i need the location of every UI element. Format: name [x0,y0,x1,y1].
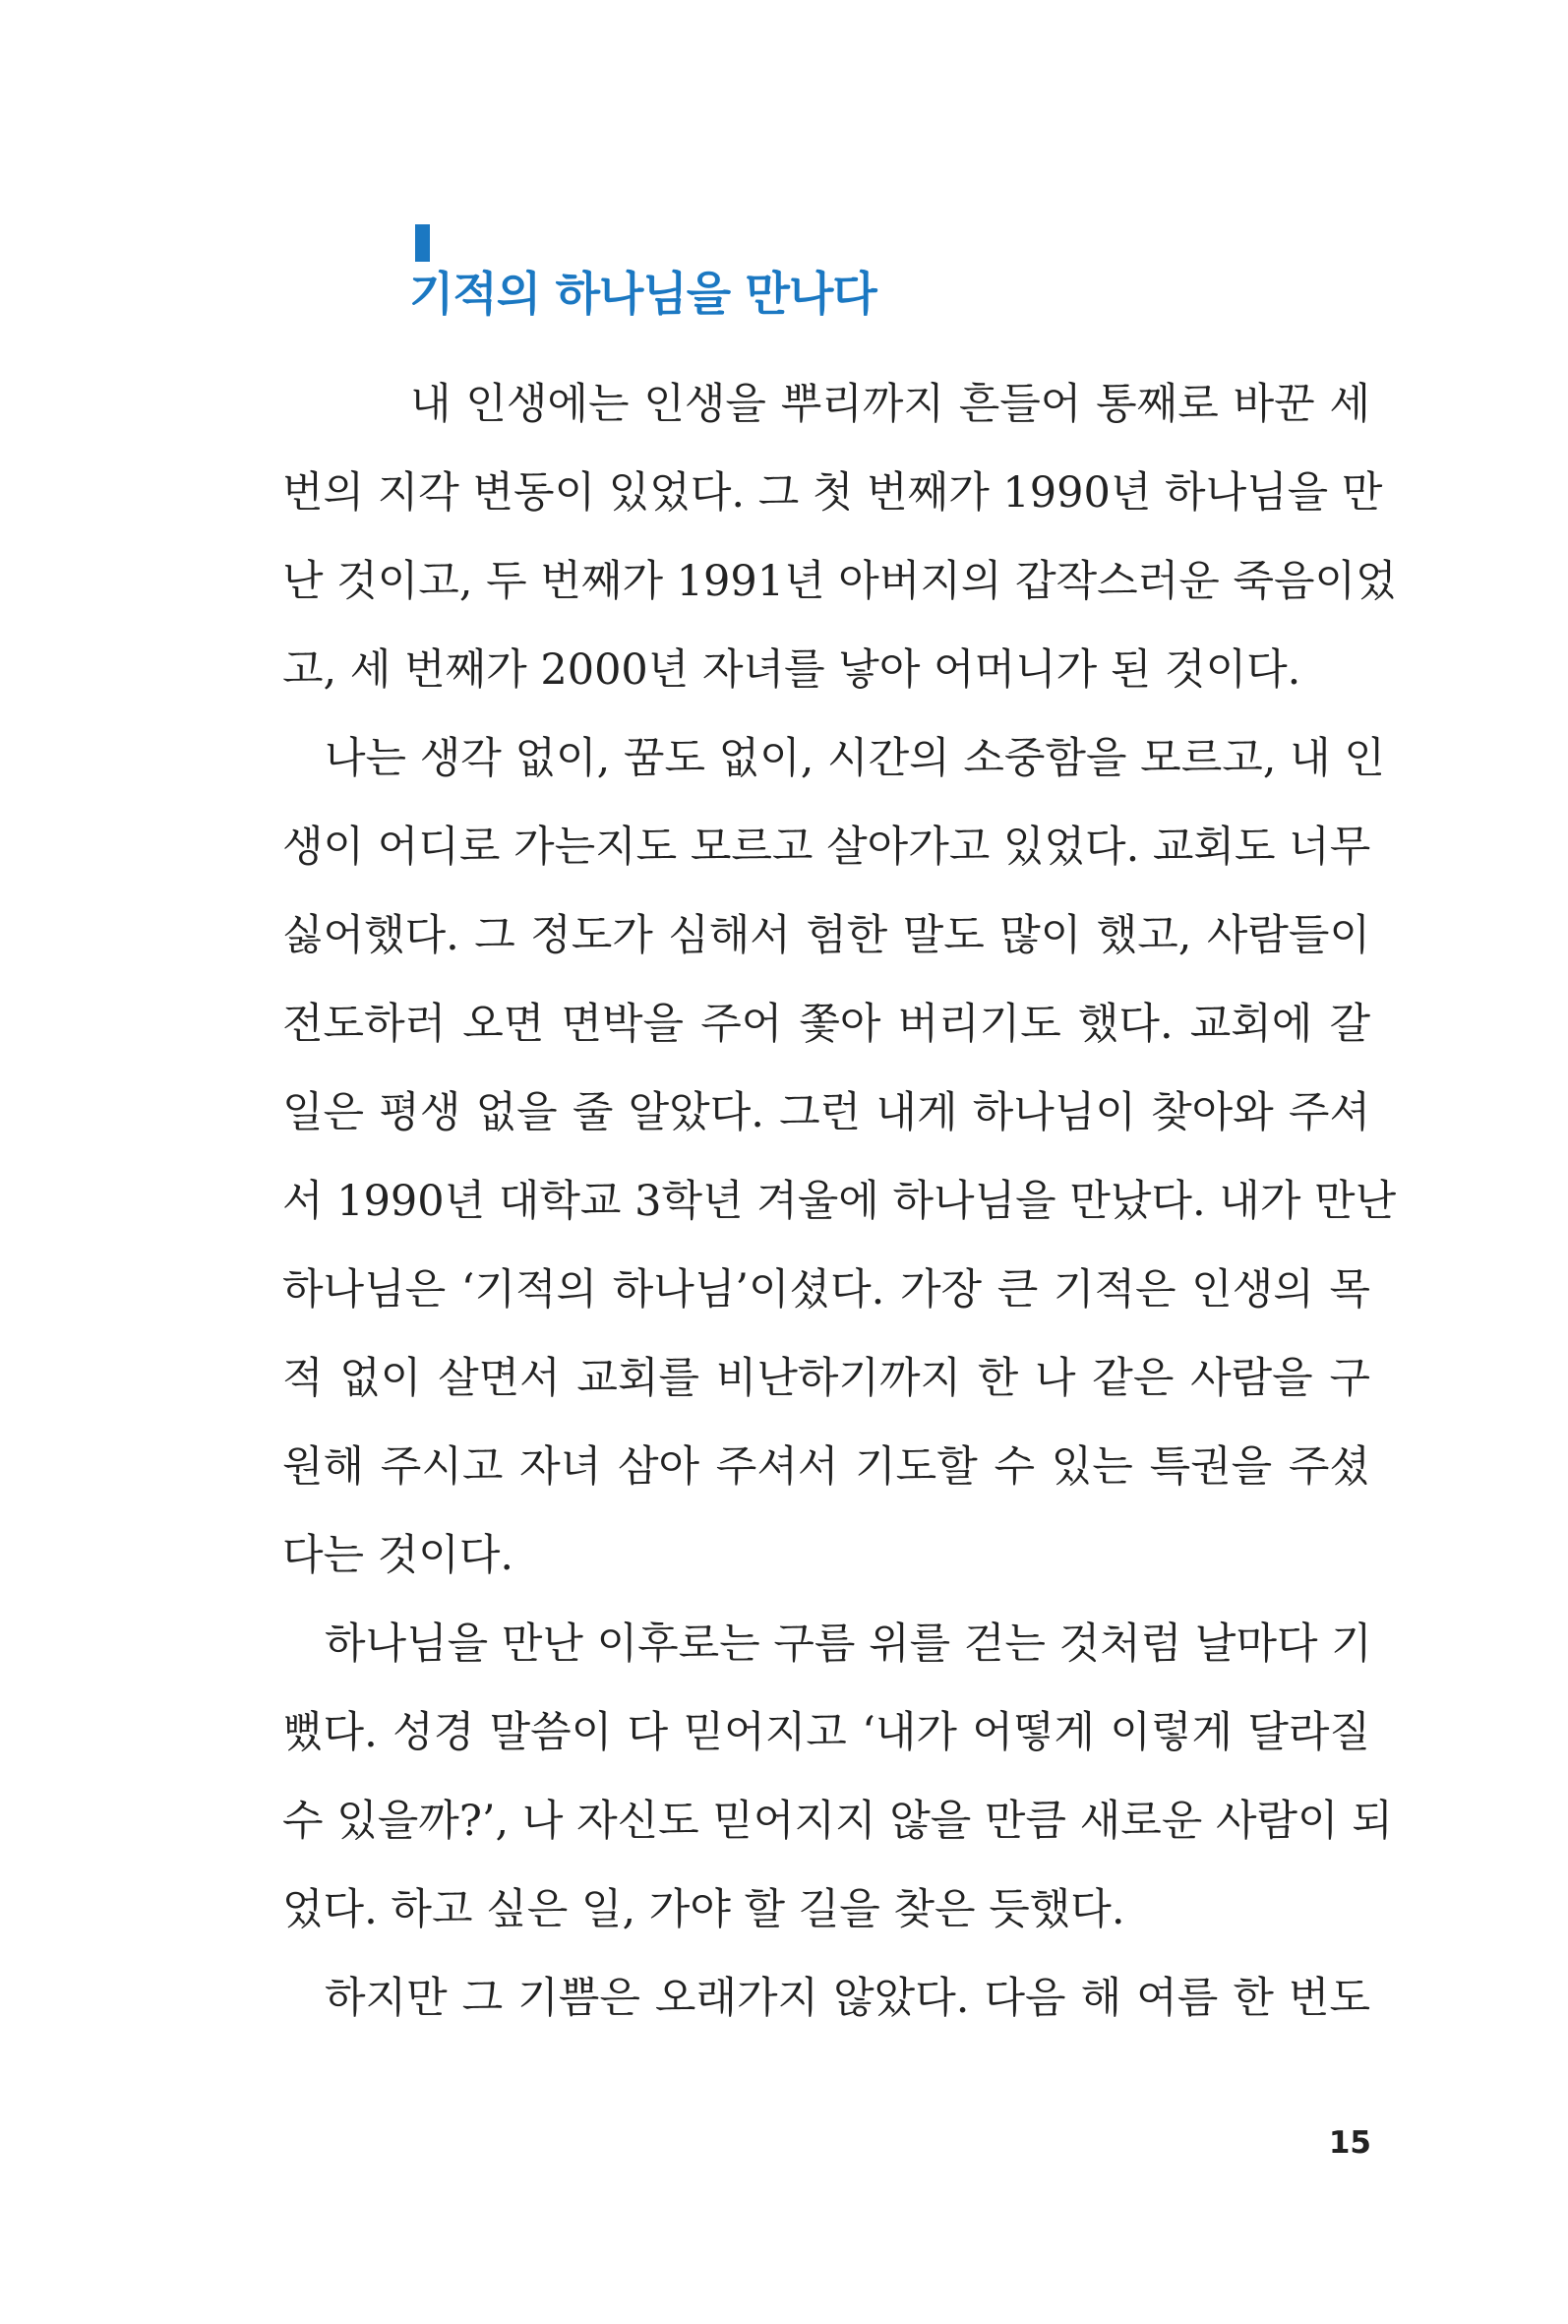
body-line: 었다. 하고 싶은 일, 가야 할 길을 찾은 듯했다. [282,1885,1125,1934]
body-line: 다는 것이다. [282,1531,514,1580]
body-line: 일은 평생 없을 줄 알았다. 그런 내게 하나님이 찾아와 주셔 [282,1088,1370,1137]
body-line: 내 인생에는 인생을 뿌리까지 흔들어 통째로 바꾼 세 [410,380,1370,429]
page-number: 15 [1328,2125,1371,2161]
body-line: 수 있을까?’, 나 자신도 믿어지지 않을 만큼 새로운 사람이 되 [282,1797,1393,1846]
body-line: 생이 어디로 가는지도 모르고 살아가고 있었다. 교회도 너무 [282,823,1371,872]
body-line: 뻤다. 성경 말씀이 다 믿어지고 ‘내가 어떻게 이렇게 달라질 [282,1708,1370,1757]
body-line: 싫어했다. 그 정도가 심해서 험한 말도 많이 했고, 사람들이 [282,911,1370,960]
body-line: 서 1990년 대학교 3학년 겨울에 하나님을 만났다. 내가 만난 [282,1177,1397,1226]
body-line: 나는 생각 없이, 꿈도 없이, 시간의 소중함을 모르고, 내 인 [325,734,1385,783]
section-title: 기적의 하나님을 만나다 [409,268,876,322]
section-marker-bar [415,224,430,262]
body-line: 하지만 그 기쁨은 오래가지 않았다. 다음 해 여름 한 번도 [325,1974,1370,2023]
body-line: 적 없이 살면서 교회를 비난하기까지 한 나 같은 사람을 구 [282,1354,1370,1403]
body-text [282,360,1397,2043]
body-line: 전도하러 오면 면박을 주어 쫓아 버리기도 했다. 교회에 갈 [282,1000,1370,1049]
body-line: 하나님은 ‘기적의 하나님’이셨다. 가장 큰 기적은 인생의 목 [282,1265,1370,1315]
body-line: 난 것이고, 두 번째가 1991년 아버지의 갑작스러운 죽음이었 [282,557,1397,606]
body-line: 하나님을 만난 이후로는 구름 위를 걷는 것처럼 날마다 기 [325,1620,1372,1669]
body-line: 원해 주시고 자녀 삼아 주셔서 기도할 수 있는 특권을 주셨 [282,1442,1370,1492]
body-line: 번의 지각 변동이 있었다. 그 첫 번째가 1990년 하나님을 만 [282,468,1383,518]
body-line: 고, 세 번째가 2000년 자녀를 낳아 어머니가 된 것이다. [282,645,1301,695]
